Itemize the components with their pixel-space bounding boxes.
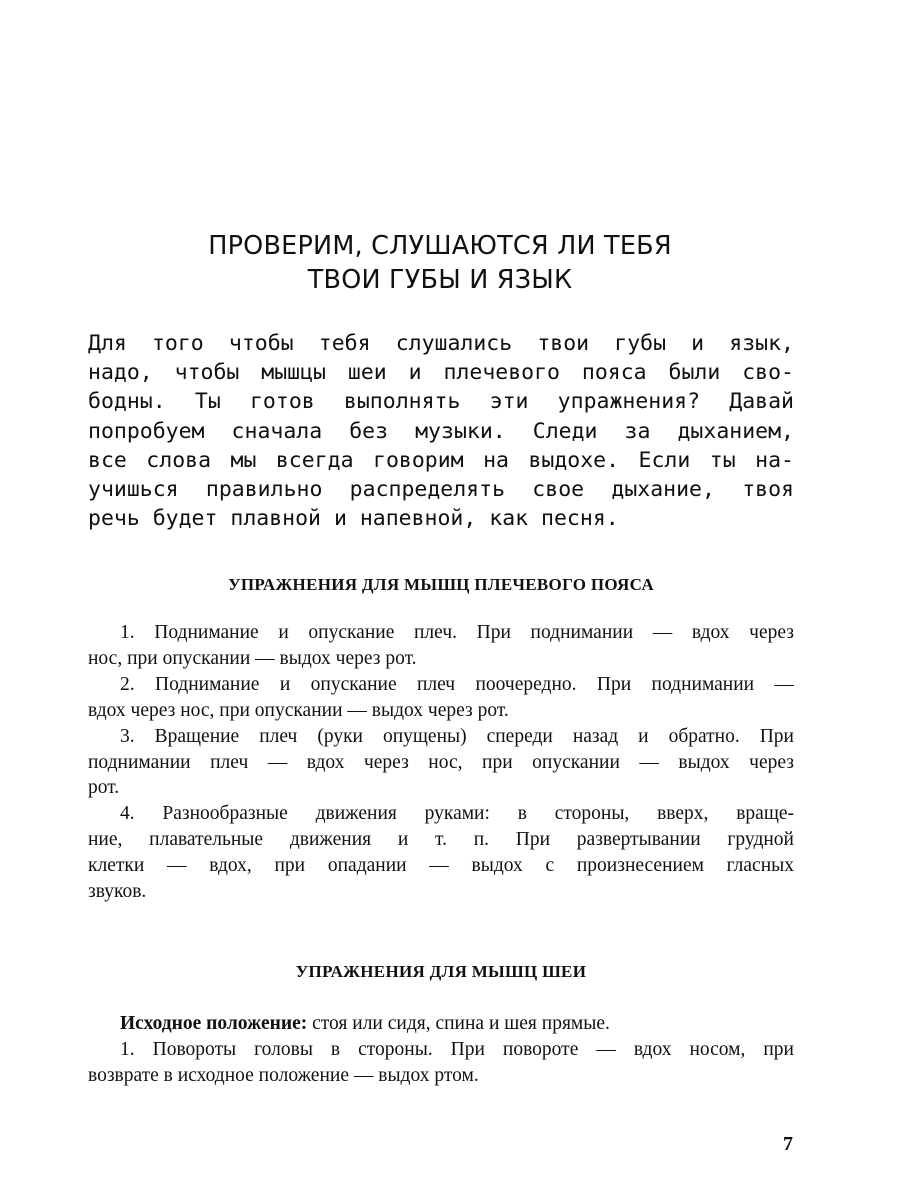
exercise-line: нос, при опускании — выдох через рот. — [88, 647, 417, 669]
page-title-line-2: ТВОИ ГУБЫ И ЯЗЫК — [307, 265, 573, 295]
exercise-line: клетки — вдох, при опадании — выдох с произнесением гласных — [88, 855, 794, 877]
shoulder-exercises — [88, 620, 794, 905]
exercise-line: вдох через нос, при опускании — выдох через рот. — [88, 699, 509, 721]
exercise-line: звуков. — [88, 881, 147, 903]
section-heading-shoulders: УПРАЖНЕНИЯ ДЛЯ МЫШЦ ПЛЕЧЕВОГО ПОЯСА — [228, 575, 654, 594]
intro-line: попробуем сначала без музыки. Следи за дыханием, — [88, 418, 794, 444]
page-number: 7 — [783, 1133, 793, 1155]
start-position-label: Исходное положение: — [120, 1013, 308, 1034]
section-heading-neck: УПРАЖНЕНИЯ ДЛЯ МЫШЦ ШЕИ — [295, 962, 587, 981]
exercise-line: 3. Вращение плеч (руки опущены) спереди назад и обратно. При — [120, 725, 794, 747]
exercise-line: возврате в исходное положение — выдох ртом. — [88, 1064, 479, 1086]
neck-exercises — [88, 1011, 794, 1089]
intro-paragraph — [88, 329, 794, 533]
intro-line: учишься правильно распределять свое дыхание, твоя — [88, 477, 794, 503]
intro-line: речь будет плавной и напевной, как песня. — [88, 506, 619, 532]
page-title-line-1: ПРОВЕРИМ, СЛУШАЮТСЯ ЛИ ТЕБЯ — [208, 231, 672, 261]
intro-line: надо, чтобы мышцы шеи и плечевого пояса были сво- — [88, 360, 794, 386]
exercise-line: 1. Поднимание и опускание плеч. При поднимании — вдох через — [120, 622, 794, 643]
intro-line: Для того чтобы тебя слушались твои губы и язык, — [88, 331, 794, 356]
exercise-line: 4. Разнообразные движения руками: в стороны, вверх, враще- — [120, 803, 794, 825]
exercise-line: ние, плавательные движения и т. п. При развертывании грудной — [88, 829, 794, 851]
intro-line: бодны. Ты готов выполнять эти упражнения? Давай — [88, 389, 794, 415]
start-position-text: стоя или сидя, спина и шея прямые. — [307, 1013, 610, 1034]
start-position-line — [88, 1011, 794, 1037]
exercise-line: 2. Поднимание и опускание плеч поочередно. При поднимании — — [120, 673, 794, 695]
intro-line: все слова мы всегда говорим на выдохе. Если ты на- — [88, 447, 794, 473]
exercise-line: поднимании плеч — вдох через нос, при опускании — выдох через — [88, 751, 794, 773]
exercise-line: рот. — [88, 777, 120, 799]
exercise-line: 1. Повороты головы в стороны. При повороте — вдох носом, при — [120, 1038, 794, 1060]
